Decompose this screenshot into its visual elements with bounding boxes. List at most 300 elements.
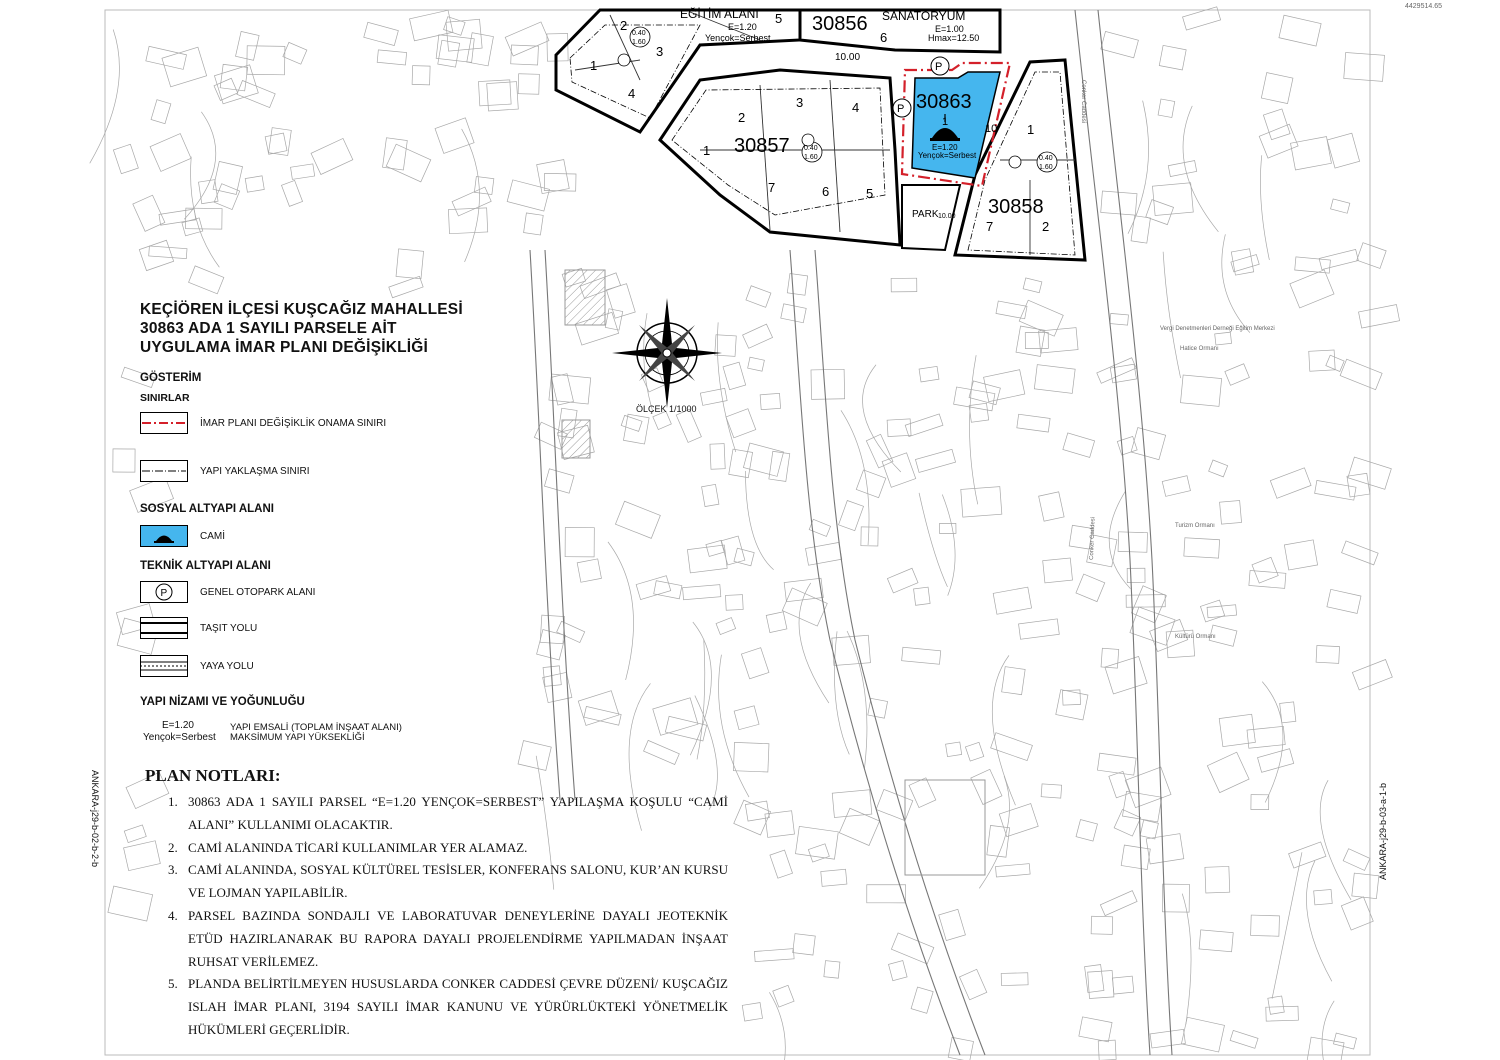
parcel-number: 2 bbox=[738, 110, 746, 125]
plan-note bbox=[168, 790, 728, 836]
plan-notes-title: PLAN NOTLARI: bbox=[145, 766, 281, 785]
building-outline bbox=[1109, 771, 1131, 797]
building-outline bbox=[505, 22, 549, 56]
parking-letter: P bbox=[897, 103, 905, 115]
building-outline bbox=[742, 1003, 762, 1021]
building-outline bbox=[1122, 791, 1161, 821]
plan-note bbox=[168, 858, 728, 904]
building-outline bbox=[1023, 278, 1042, 293]
plan-title bbox=[140, 300, 463, 357]
building-outline bbox=[435, 118, 474, 154]
building-outline bbox=[1085, 965, 1104, 993]
block-number: 30856 bbox=[812, 13, 868, 35]
note-text: CAMİ ALANINDA, SOSYAL KÜLTÜREL TESİSLER, KONFERANS SALONU, KUR’AN KURSU VE LOJMAN YAPILABİLİR. bbox=[188, 862, 728, 900]
building-outline bbox=[1034, 365, 1075, 394]
building-outline bbox=[557, 621, 585, 642]
building-outline bbox=[839, 808, 879, 845]
building-outline bbox=[734, 706, 759, 730]
building-outline bbox=[1231, 255, 1259, 272]
building-outline bbox=[832, 790, 872, 818]
area-label: Hmax=12.50 bbox=[928, 33, 980, 43]
area-label: Yençok=Serbest bbox=[918, 151, 977, 160]
building-outline bbox=[124, 825, 146, 843]
building-outline bbox=[220, 64, 248, 91]
building-outline bbox=[1252, 557, 1278, 583]
building-outline bbox=[1131, 428, 1166, 460]
building-outline bbox=[113, 144, 138, 173]
building-outline bbox=[987, 825, 1010, 857]
compass-rose bbox=[612, 298, 722, 408]
legend-mosque: CAMİ bbox=[200, 531, 225, 542]
street-line bbox=[970, 355, 978, 504]
building-outline bbox=[1327, 589, 1361, 613]
building-outline bbox=[1100, 891, 1137, 916]
building-outline bbox=[1118, 532, 1147, 552]
building-outline bbox=[396, 249, 424, 279]
street-line bbox=[608, 542, 634, 680]
building-outline bbox=[1146, 834, 1184, 864]
street-line bbox=[1320, 780, 1351, 900]
building-outline bbox=[478, 80, 511, 106]
building-outline bbox=[1180, 375, 1221, 406]
density-h-value: Yençok=Serbest bbox=[143, 732, 216, 743]
building-outline bbox=[150, 134, 191, 172]
building-outline bbox=[1331, 199, 1350, 213]
building-outline bbox=[1343, 849, 1370, 871]
building-outline bbox=[1249, 570, 1286, 588]
parcel-number: 2 bbox=[620, 18, 628, 33]
legend-pedestrian-road: YAYA YOLU bbox=[200, 661, 254, 672]
building-outline bbox=[1268, 996, 1284, 1014]
legend-setback: YAPI YAKLAŞMA SINIRI bbox=[200, 466, 310, 477]
building-outline bbox=[1159, 45, 1186, 70]
building-outline bbox=[911, 987, 933, 1013]
building-outline bbox=[876, 789, 913, 820]
building-outline bbox=[364, 22, 399, 45]
building-outline bbox=[965, 742, 983, 761]
building-outline bbox=[1230, 1030, 1258, 1048]
parcel-number: 6 bbox=[822, 184, 830, 199]
building-outline bbox=[1205, 866, 1230, 893]
building-outline bbox=[1209, 460, 1228, 477]
building-outline bbox=[1152, 183, 1193, 216]
legend-parking: GENEL OTOPARK ALANI bbox=[200, 587, 316, 598]
building-outline bbox=[213, 161, 242, 194]
street-line bbox=[1128, 101, 1149, 234]
scale-label: ÖLÇEK 1/1000 bbox=[636, 404, 697, 414]
building-outline bbox=[540, 615, 564, 644]
building-outline bbox=[623, 414, 649, 444]
road-width: 10 bbox=[985, 123, 998, 135]
building-outline bbox=[124, 841, 161, 871]
swatch-change-boundary bbox=[140, 412, 188, 434]
building-outline bbox=[781, 304, 806, 323]
building-outline bbox=[1306, 1037, 1344, 1060]
note-text: CAMİ ALANINDA TİCARİ KULLANIMLAR YER ALAMAZ. bbox=[188, 840, 528, 855]
parcel-number: 2 bbox=[1042, 219, 1050, 234]
building-outline bbox=[1231, 249, 1253, 275]
building-outline bbox=[839, 500, 864, 530]
building-outline bbox=[969, 381, 1000, 405]
building-outline bbox=[769, 451, 790, 481]
building-outline bbox=[1121, 845, 1150, 869]
street-line bbox=[919, 493, 947, 587]
building-outline bbox=[1114, 809, 1141, 836]
building-outline bbox=[1117, 436, 1137, 455]
road-width: 10.00 bbox=[835, 52, 861, 63]
building-outline bbox=[996, 864, 1031, 877]
building-outline bbox=[549, 374, 591, 404]
building-outline bbox=[748, 357, 765, 371]
building-outline bbox=[770, 850, 793, 878]
block-30857 bbox=[660, 70, 900, 245]
building-outline bbox=[654, 581, 682, 599]
building-outline bbox=[996, 301, 1027, 319]
street-line bbox=[1272, 852, 1302, 998]
place-label: Vergi Denetmenleri Derneği Eğitim Merkezi bbox=[1160, 326, 1275, 332]
building-outline bbox=[518, 74, 539, 95]
building-outline bbox=[245, 176, 264, 192]
street-line bbox=[1322, 1001, 1348, 1060]
building-outline bbox=[856, 470, 886, 498]
building-outline bbox=[760, 393, 780, 409]
ratio-top: 0.40 bbox=[804, 145, 818, 152]
building-outline bbox=[1162, 884, 1189, 912]
building-outline bbox=[1270, 468, 1311, 498]
building-outline bbox=[1150, 1029, 1185, 1048]
building-outline bbox=[866, 434, 893, 468]
plan-note bbox=[168, 836, 728, 859]
building-outline bbox=[281, 180, 302, 206]
building-outline bbox=[1097, 753, 1136, 775]
building-outline bbox=[438, 40, 460, 67]
building-outline bbox=[1076, 574, 1105, 602]
hatched-area bbox=[565, 270, 605, 325]
building-outline bbox=[291, 164, 315, 179]
building-outline bbox=[1247, 726, 1285, 748]
building-outline bbox=[537, 160, 570, 194]
building-outline bbox=[1043, 558, 1073, 583]
building-outline bbox=[507, 180, 549, 211]
building-outline bbox=[811, 369, 845, 399]
parcel-number: 7 bbox=[986, 219, 994, 234]
building-outline bbox=[946, 742, 962, 757]
ratio-bottom: 1.60 bbox=[1039, 164, 1053, 171]
building-outline bbox=[1219, 714, 1255, 746]
building-outline bbox=[383, 138, 408, 170]
building-outline bbox=[615, 501, 660, 538]
area-label: Yençok=Serbest bbox=[705, 33, 771, 43]
building-outline bbox=[891, 933, 933, 964]
building-outline bbox=[386, 144, 431, 182]
building-outline bbox=[1001, 973, 1028, 986]
street-line bbox=[1306, 861, 1331, 982]
street-line bbox=[942, 494, 955, 595]
street-line bbox=[1163, 252, 1180, 378]
ratio-top: 0.40 bbox=[1039, 155, 1053, 162]
street-line bbox=[1260, 155, 1269, 260]
building-outline bbox=[1019, 619, 1060, 639]
building-outline bbox=[1295, 257, 1331, 273]
building-outline bbox=[991, 733, 1033, 761]
building-outline bbox=[999, 804, 1038, 837]
building-outline bbox=[766, 612, 787, 633]
swatch-setback bbox=[140, 460, 188, 482]
building-outline bbox=[412, 66, 430, 85]
building-outline bbox=[1131, 586, 1166, 623]
parcel-number: 5 bbox=[866, 186, 874, 201]
building-outline bbox=[1290, 270, 1334, 308]
building-outline bbox=[487, 82, 519, 111]
parcel-number: 1 bbox=[942, 116, 949, 128]
building-outline bbox=[993, 587, 1031, 614]
building-outline bbox=[902, 647, 941, 664]
building-outline bbox=[773, 985, 794, 1007]
building-outline bbox=[891, 278, 917, 292]
building-outline bbox=[725, 595, 743, 611]
street-line bbox=[1182, 894, 1191, 1025]
building-outline bbox=[518, 741, 551, 771]
building-outline bbox=[283, 42, 307, 64]
building-outline bbox=[1314, 889, 1333, 904]
building-outline bbox=[1347, 473, 1370, 497]
area-label: EĞİTİM ALANI bbox=[680, 7, 759, 21]
building-outline bbox=[1263, 109, 1290, 140]
plan-note bbox=[168, 972, 728, 1041]
building-outline bbox=[1340, 359, 1382, 390]
plan-note bbox=[168, 904, 728, 973]
building-outline bbox=[889, 961, 908, 981]
hatched-area bbox=[562, 420, 590, 458]
building-outline bbox=[887, 419, 911, 437]
building-outline bbox=[805, 542, 841, 565]
building-outline bbox=[784, 578, 823, 602]
parcel-number: 6 bbox=[880, 30, 888, 45]
building-outline bbox=[1357, 243, 1386, 269]
building-outline bbox=[969, 403, 989, 422]
block-number: 30863 bbox=[916, 91, 972, 113]
legend-social: SOSYAL ALTYAPI ALANI bbox=[140, 503, 274, 515]
parcel-number: 4 bbox=[852, 100, 860, 115]
building-outline bbox=[1162, 476, 1190, 497]
building-outline bbox=[1101, 31, 1139, 57]
swatch-pedestrian-road bbox=[140, 655, 188, 677]
building-outline bbox=[867, 885, 906, 903]
building-outline bbox=[1088, 970, 1114, 998]
building-outline bbox=[149, 246, 187, 259]
building-outline bbox=[939, 523, 956, 533]
building-outline bbox=[821, 869, 847, 886]
ratio-bottom: 1.60 bbox=[804, 154, 818, 161]
building-outline bbox=[389, 276, 423, 297]
ratio-top: 0.40 bbox=[632, 30, 646, 37]
building-outline bbox=[1284, 540, 1317, 570]
building-outline bbox=[721, 536, 745, 565]
building-outline bbox=[1352, 660, 1392, 690]
building-outline bbox=[1125, 767, 1171, 808]
building-outline bbox=[1333, 1033, 1356, 1049]
building-outline bbox=[1063, 433, 1095, 458]
street-line bbox=[697, 640, 705, 760]
building-outline bbox=[1110, 313, 1129, 325]
note-number: 3. bbox=[168, 862, 178, 877]
building-outline bbox=[1025, 332, 1048, 348]
building-outline bbox=[1280, 702, 1296, 723]
building-outline bbox=[452, 187, 491, 216]
parcel-number: 1 bbox=[1027, 122, 1035, 137]
building-outline bbox=[1127, 568, 1145, 582]
building-outline bbox=[214, 184, 240, 210]
title-line-1: KEÇİÖREN İLÇESİ KUŞCAĞIZ MAHALLESİ bbox=[140, 301, 463, 318]
building-outline bbox=[939, 909, 966, 940]
building-outline bbox=[743, 324, 773, 348]
building-outline bbox=[723, 362, 746, 389]
note-text: PLANDA BELİRTİLMEYEN HUSUSLARDA CONKER CADDESİ ÇEVRE DÜZENİ/ KUŞCAĞIZ ISLAH İMAR PLANI, 3194 SAYILI İMAR KANUNU VE YÜRÜRLÜKTEKİ YÖNETMELİK HÜKÜMLERİ GEÇERLİDİR. bbox=[188, 976, 728, 1037]
block-number: 30857 bbox=[734, 135, 790, 157]
title-line-2: 30863 ADA 1 SAYILI PARSELE AİT bbox=[140, 320, 397, 337]
building-outline bbox=[1140, 820, 1158, 839]
street-line bbox=[799, 583, 829, 703]
street-line bbox=[1262, 682, 1283, 803]
svg-text:P: P bbox=[160, 588, 168, 599]
block-number: 30858 bbox=[988, 196, 1044, 218]
building-outline bbox=[729, 449, 753, 478]
density-e-desc: YAPI EMSALİ (TOPLAM İNŞAAT ALANI) bbox=[230, 722, 402, 733]
swatch-mosque bbox=[140, 525, 188, 547]
building-outline bbox=[683, 585, 721, 600]
building-outline bbox=[1041, 784, 1062, 798]
building-outline bbox=[146, 46, 187, 69]
building-outline bbox=[653, 698, 698, 735]
road-width: 10.00 bbox=[938, 213, 956, 220]
building-outline bbox=[795, 826, 838, 859]
density-h-desc: MAKSİMUM YAPI YÜKSEKLİĞİ bbox=[230, 732, 365, 743]
building-outline bbox=[808, 844, 829, 862]
building-outline bbox=[139, 240, 173, 270]
building-outline bbox=[1181, 1017, 1224, 1052]
swatch-parking bbox=[140, 581, 188, 603]
building-outline bbox=[577, 559, 601, 582]
building-outline bbox=[1251, 915, 1280, 936]
note-text: 30863 ADA 1 SAYILI PARSEL “E=1.20 YENÇOK=SERBEST” YAPILAŞMA KOŞULU “CAMİ ALANI” KULLANIMI OLACAKTIR. bbox=[188, 794, 728, 832]
building-outline bbox=[1316, 646, 1339, 664]
ratio-bottom: 1.60 bbox=[632, 39, 646, 46]
building-outline bbox=[914, 587, 931, 605]
street-line bbox=[462, 129, 480, 262]
street-line bbox=[841, 410, 869, 545]
building-outline bbox=[861, 527, 878, 546]
swatch-vehicle-road bbox=[140, 617, 188, 639]
place-label: Turizm Ormanı bbox=[1175, 523, 1215, 529]
building-outline bbox=[1076, 820, 1097, 842]
building-outline bbox=[644, 740, 680, 764]
density-e-value: E=1.20 bbox=[162, 720, 194, 731]
street-label: Conker Caddesi bbox=[1080, 80, 1086, 124]
building-outline bbox=[1002, 667, 1026, 695]
note-number: 4. bbox=[168, 908, 178, 923]
building-outline bbox=[265, 133, 287, 154]
building-outline bbox=[544, 173, 576, 191]
building-outline bbox=[1112, 976, 1133, 994]
building-outline bbox=[1279, 15, 1321, 46]
building-outline bbox=[1207, 752, 1249, 792]
building-outline bbox=[824, 961, 840, 979]
building-outline bbox=[1359, 305, 1400, 329]
building-outline bbox=[733, 742, 769, 772]
building-outline bbox=[1019, 300, 1063, 336]
street-line bbox=[834, 631, 849, 754]
building-outline bbox=[1079, 1017, 1112, 1042]
building-outline bbox=[1225, 364, 1250, 386]
building-outline bbox=[1168, 161, 1196, 177]
building-outline bbox=[1105, 656, 1147, 693]
legend-heading: GÖSTERİM bbox=[140, 372, 202, 384]
coordinate: 4429514.65 bbox=[1405, 3, 1442, 10]
building-outline bbox=[676, 409, 701, 442]
building-outline bbox=[1344, 52, 1385, 81]
legend-vehicle-road: TAŞIT YOLU bbox=[200, 623, 258, 634]
area-label: E=1.20 bbox=[932, 143, 958, 152]
building-outline bbox=[544, 469, 574, 493]
building-outline bbox=[524, 213, 544, 235]
building-outline bbox=[702, 484, 719, 506]
building-outline bbox=[1251, 795, 1269, 810]
building-outline bbox=[1215, 332, 1232, 345]
parcel-number: 3 bbox=[796, 95, 804, 110]
building-outline bbox=[1258, 749, 1294, 773]
building-outline bbox=[1352, 873, 1379, 899]
note-number: 2. bbox=[168, 840, 178, 855]
building-outline bbox=[1098, 1040, 1116, 1060]
building-outline bbox=[565, 527, 594, 556]
building-outline bbox=[745, 801, 769, 821]
parcel-number: 4 bbox=[628, 86, 636, 101]
building-outline bbox=[108, 886, 153, 921]
building-outline bbox=[1131, 216, 1150, 243]
note-number: 5. bbox=[168, 976, 178, 991]
street-line bbox=[1183, 106, 1218, 232]
building-outline bbox=[1039, 492, 1064, 521]
building-outline bbox=[741, 648, 769, 679]
building-outline bbox=[436, 35, 474, 63]
building-outline bbox=[1101, 648, 1119, 668]
note-number: 1. bbox=[168, 794, 178, 809]
building-outline bbox=[1289, 842, 1326, 868]
building-outline bbox=[1220, 500, 1242, 524]
building-outline bbox=[1200, 600, 1224, 622]
building-outline bbox=[746, 286, 771, 308]
building-outline bbox=[961, 487, 1002, 518]
note-text: PARSEL BAZINDA SONDAJLI VE LABORATUVAR DENEYLERİNE DAYALI JEOTEKNİK ETÜD HAZIRLANARAK BU RAPORA DAYALI PROJELENDİRME YAPILMADAN İNŞAAT RUHSAT VERİLEMEZ. bbox=[188, 908, 728, 969]
area-label: SANATORYUM bbox=[882, 9, 966, 23]
street-line bbox=[745, 471, 773, 570]
area-label: E=1.20 bbox=[728, 22, 757, 32]
building-outline bbox=[787, 273, 807, 295]
street-label: Conker Caddesi bbox=[1089, 516, 1097, 561]
building-outline bbox=[1017, 414, 1050, 432]
sheet-right: ANKARA-j29-b-03-a-1-b bbox=[1378, 782, 1388, 880]
building-outline bbox=[621, 415, 642, 431]
area-label: PARK bbox=[912, 209, 939, 220]
building-outline bbox=[909, 778, 936, 808]
building-outline bbox=[971, 769, 1002, 804]
building-outline bbox=[133, 195, 165, 231]
street-line bbox=[863, 365, 901, 472]
building-outline bbox=[113, 449, 135, 472]
building-outline bbox=[710, 444, 725, 470]
building-outline bbox=[959, 969, 986, 1000]
building-outline bbox=[793, 934, 816, 955]
